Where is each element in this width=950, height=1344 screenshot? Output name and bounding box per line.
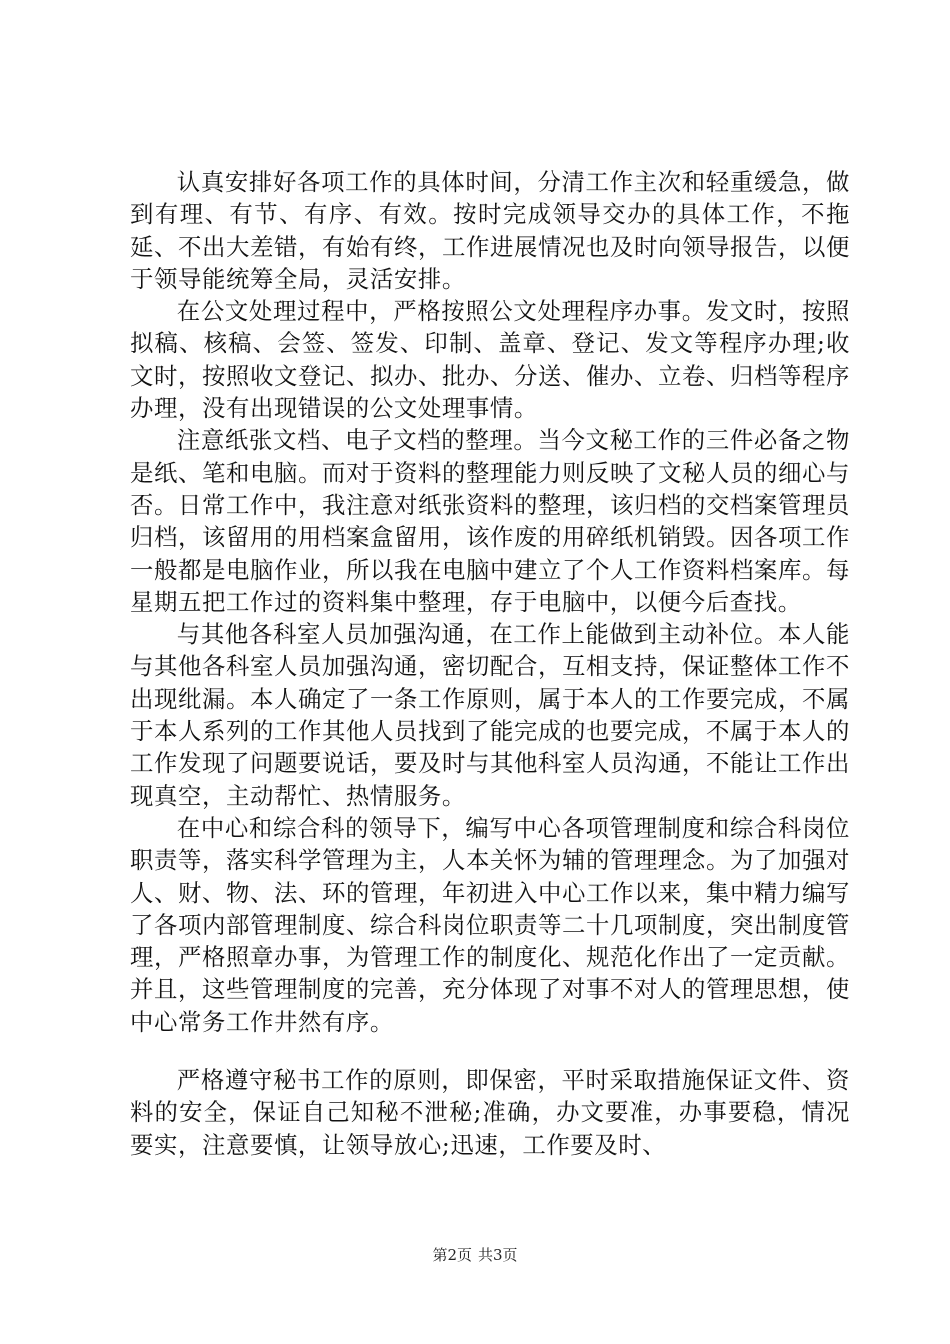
paragraph-secretary-principles: 严格遵守秘书工作的原则，即保密，平时采取措施保证文件、资料的安全，保证自己知秘不泄秘;准确，办文要准，办事要稳，情况要实，注意要慎，让领导放心;迅速，工作要及时、: [130, 1066, 850, 1159]
page-footer: [0, 1244, 950, 1265]
paragraph-schedule: 认真安排好各项工作的具体时间，分清工作主次和轻重缓急，做到有理、有节、有序、有效。按时完成领导交办的具体工作，不拖延、不出大差错，有始有终，工作进展情况也及时向领导报告，以便于领导能统筹全局，灵活安排。: [130, 168, 850, 293]
document-body: [130, 166, 850, 1161]
paragraph-document-processing: 在公文处理过程中，严格按照公文处理程序办事。发文时，按照拟稿、核稿、会签、签发、印制、盖章、登记、发文等程序办理;收文时，按照收文登记、拟办、批办、分送、催办、立卷、归档等程序办理，没有出现错误的公文处理事情。: [130, 297, 850, 423]
paragraph-communication: 与其他各科室人员加强沟通，在工作上能做到主动补位。本人能与其他各科室人员加强沟通，密切配合，互相支持，保证整体工作不出现纰漏。本人确定了一条工作原则，属于本人的工作要完成，不属于本人系列的工作其他人员找到了能完成的也要完成，不属于本人的工作发现了问题要说话，要及时与其他科室人员沟通，不能让工作出现真空，主动帮忙、热情服务。: [130, 620, 850, 810]
page-total: 共3页: [478, 1246, 518, 1264]
page-number: 第2页: [432, 1246, 472, 1264]
paragraph-file-organization: 注意纸张文档、电子文档的整理。当今文秘工作的三件必备之物是纸、笔和电脑。而对于资料的整理能力则反映了文秘人员的细心与否。日常工作中，我注意对纸张资料的整理，该归档的交档案管理员归档，该留用的用档案盒留用，该作废的用碎纸机销毁。因各项工作一般都是电脑作业，所以我在电脑中建立了个人工作资料档案库。每星期五把工作过的资料集中整理，存于电脑中，以便今后查找。: [130, 426, 850, 616]
paragraph-management-rules: 在中心和综合科的领导下，编写中心各项管理制度和综合科岗位职责等，落实科学管理为主，人本关怀为辅的管理理念。为了加强对人、财、物、法、环的管理，年初进入中心工作以来，集中精力编写了各项内部管理制度、综合科岗位职责等二十几项制度，突出制度管理，严格照章办事，为管理工作的制度化、规范化作出了一定贡献。并且，这些管理制度的完善，充分体现了对事不对人的管理思想，使中心常务工作井然有序。: [130, 813, 850, 1036]
